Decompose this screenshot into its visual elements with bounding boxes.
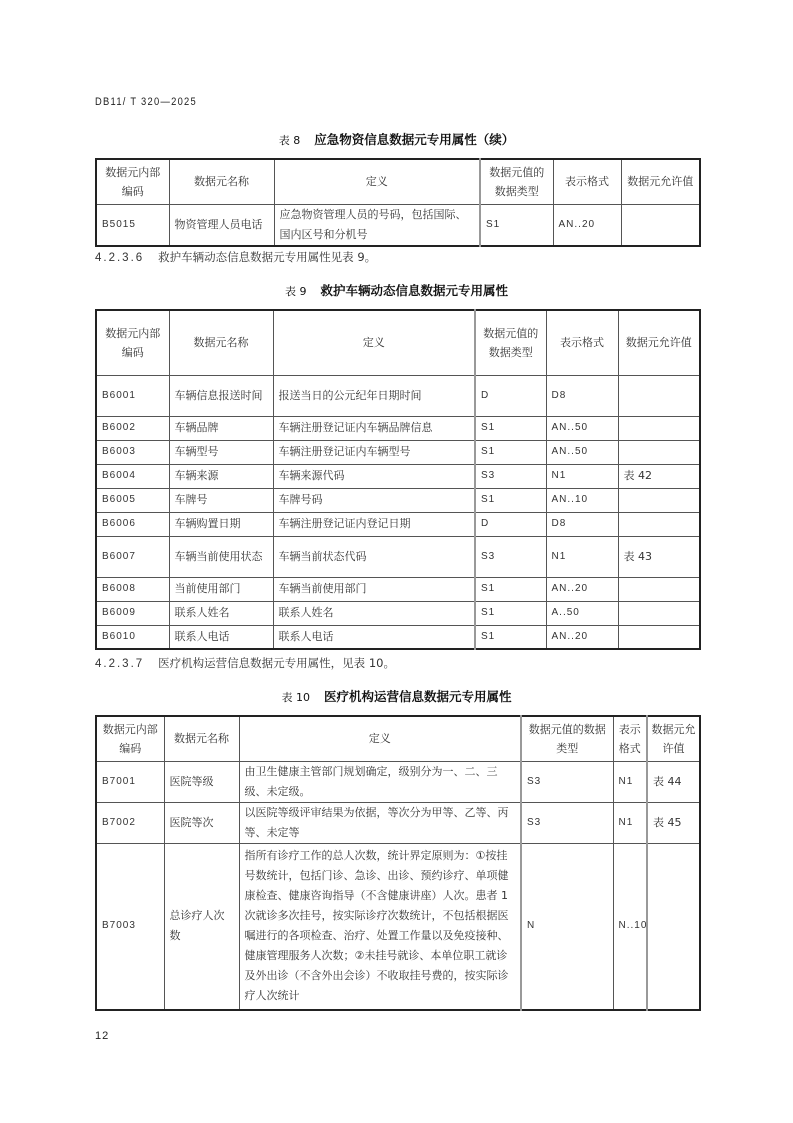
cell-format: D8	[546, 375, 618, 416]
cell-allowed	[618, 488, 700, 512]
cell-type: S1	[480, 204, 553, 246]
cell-name: 车辆信息报送时间	[169, 375, 273, 416]
cell-format: N..10	[613, 843, 647, 1010]
standard-code: DB11/ T 320—2025	[95, 96, 198, 108]
cell-name: 联系人电话	[169, 625, 273, 649]
table-row	[96, 577, 700, 601]
table-row	[96, 440, 700, 464]
table-row	[96, 464, 700, 488]
col-header-definition: 定义	[273, 310, 475, 375]
cell-type: S3	[521, 802, 613, 843]
cell-code: B6002	[96, 416, 169, 440]
table-row	[96, 512, 700, 536]
table8-caption	[0, 130, 793, 148]
col-header-name: 数据元名称	[164, 716, 239, 761]
cell-code: B7001	[96, 761, 164, 802]
cell-allowed	[618, 601, 700, 625]
cell-format: AN..50	[546, 440, 618, 464]
cell-format: AN..20	[546, 625, 618, 649]
cell-code: B6007	[96, 536, 169, 577]
table8-number: 表 8	[278, 134, 301, 147]
table-row	[96, 625, 700, 649]
table8-title: 应急物资信息数据元专用属性（续）	[314, 132, 515, 147]
cell-type: N	[521, 843, 613, 1010]
cell-format: AN..20	[553, 204, 621, 246]
cell-format: AN..50	[546, 416, 618, 440]
cell-code: B6008	[96, 577, 169, 601]
cell-code: B7003	[96, 843, 164, 1010]
cell-format: N1	[546, 536, 618, 577]
table-row	[96, 536, 700, 577]
col-header-allowed: 数据元允许值	[618, 310, 700, 375]
col-header-code: 数据元内部编码	[96, 310, 169, 375]
table-row	[96, 601, 700, 625]
cell-definition: 应急物资管理人员的号码，包括国际、国内区号和分机号	[274, 204, 480, 246]
clause-text: 救护车辆动态信息数据元专用属性见表 9。	[158, 250, 377, 264]
cell-definition: 以医院等级评审结果为依据，等次分为甲等、乙等、丙等、未定等	[239, 802, 521, 843]
cell-type: D	[475, 375, 546, 416]
table-row	[96, 204, 700, 246]
cell-allowed	[618, 577, 700, 601]
col-header-definition: 定义	[239, 716, 521, 761]
table9-title: 救护车辆动态信息数据元专用属性	[320, 283, 508, 298]
cell-allowed	[621, 204, 700, 246]
cell-definition: 报送当日的公元纪年日期时间	[273, 375, 475, 416]
col-header-type: 数据元值的数据类型	[480, 159, 553, 204]
cell-type: S3	[475, 536, 546, 577]
cell-name: 物资管理人员电话	[169, 204, 274, 246]
cell-format: N1	[546, 464, 618, 488]
col-header-definition: 定义	[274, 159, 480, 204]
clause-text: 医疗机构运营信息数据元专用属性，见表 10。	[158, 656, 395, 670]
cell-allowed	[618, 375, 700, 416]
cell-type: S3	[521, 761, 613, 802]
cell-name: 车辆购置日期	[169, 512, 273, 536]
cell-format: D8	[546, 512, 618, 536]
col-header-format: 表示格式	[613, 716, 647, 761]
col-header-name: 数据元名称	[169, 159, 274, 204]
cell-name: 车牌号	[169, 488, 273, 512]
cell-name: 当前使用部门	[169, 577, 273, 601]
table-row	[96, 802, 700, 843]
cell-definition: 联系人姓名	[273, 601, 475, 625]
cell-format: AN..10	[546, 488, 618, 512]
cell-code: B6001	[96, 375, 169, 416]
cell-allowed: 表 43	[618, 536, 700, 577]
col-header-name: 数据元名称	[169, 310, 273, 375]
cell-definition: 车辆当前使用部门	[273, 577, 475, 601]
cell-type: S3	[475, 464, 546, 488]
cell-name: 总诊疗人次数	[164, 843, 239, 1010]
clause-4-2-3-6	[95, 249, 376, 265]
table-row	[96, 416, 700, 440]
cell-allowed	[618, 440, 700, 464]
cell-definition: 车牌号码	[273, 488, 475, 512]
cell-code: B6005	[96, 488, 169, 512]
table-row	[96, 488, 700, 512]
page-number: 12	[95, 1030, 110, 1042]
clause-4-2-3-7	[95, 655, 395, 671]
cell-code: B6004	[96, 464, 169, 488]
cell-definition: 车辆注册登记证内车辆型号	[273, 440, 475, 464]
cell-type: S1	[475, 440, 546, 464]
cell-allowed	[618, 416, 700, 440]
table8-header-row	[96, 159, 700, 204]
cell-type: S1	[475, 488, 546, 512]
table-row	[96, 843, 700, 1010]
cell-code: B7002	[96, 802, 164, 843]
col-header-code: 数据元内部编码	[96, 159, 169, 204]
cell-code: B6010	[96, 625, 169, 649]
clause-number: 4.2.3.7	[95, 658, 145, 670]
cell-name: 车辆型号	[169, 440, 273, 464]
cell-definition: 联系人电话	[273, 625, 475, 649]
cell-code: B6009	[96, 601, 169, 625]
cell-name: 车辆品牌	[169, 416, 273, 440]
table9-caption	[0, 281, 793, 299]
table9	[95, 309, 701, 650]
col-header-code: 数据元内部编码	[96, 716, 164, 761]
table9-number: 表 9	[284, 285, 307, 298]
table10-number: 表 10	[281, 691, 310, 704]
cell-type: S1	[475, 416, 546, 440]
cell-allowed: 表 45	[647, 802, 700, 843]
cell-code: B6006	[96, 512, 169, 536]
cell-code: B6003	[96, 440, 169, 464]
table-row	[96, 375, 700, 416]
cell-type: S1	[475, 577, 546, 601]
cell-type: S1	[475, 625, 546, 649]
cell-definition: 车辆注册登记证内登记日期	[273, 512, 475, 536]
col-header-format: 表示格式	[546, 310, 618, 375]
cell-definition: 车辆当前状态代码	[273, 536, 475, 577]
cell-type: D	[475, 512, 546, 536]
cell-definition: 由卫生健康主管部门规划确定，级别分为一、二、三级、未定级。	[239, 761, 521, 802]
cell-name: 车辆当前使用状态	[169, 536, 273, 577]
cell-name: 联系人姓名	[169, 601, 273, 625]
cell-name: 医院等级	[164, 761, 239, 802]
col-header-type: 数据元值的数据类型	[521, 716, 613, 761]
clause-number: 4.2.3.6	[95, 252, 145, 264]
cell-definition: 车辆注册登记证内车辆品牌信息	[273, 416, 475, 440]
cell-format: A..50	[546, 601, 618, 625]
cell-format: N1	[613, 802, 647, 843]
table10-caption	[0, 687, 793, 705]
table10-header-row	[96, 716, 700, 761]
table-row	[96, 761, 700, 802]
cell-allowed: 表 44	[647, 761, 700, 802]
cell-name: 车辆来源	[169, 464, 273, 488]
col-header-allowed: 数据元允许值	[647, 716, 700, 761]
table9-header-row	[96, 310, 700, 375]
cell-allowed	[618, 625, 700, 649]
cell-allowed	[618, 512, 700, 536]
cell-definition: 车辆来源代码	[273, 464, 475, 488]
table10-title: 医疗机构运营信息数据元专用属性	[323, 689, 512, 704]
cell-allowed	[647, 843, 700, 1010]
table8	[95, 158, 701, 247]
table10	[95, 715, 701, 1011]
cell-type: S1	[475, 601, 546, 625]
cell-code: B5015	[96, 204, 169, 246]
cell-allowed: 表 42	[618, 464, 700, 488]
cell-format: AN..20	[546, 577, 618, 601]
cell-format: N1	[613, 761, 647, 802]
col-header-type: 数据元值的数据类型	[475, 310, 546, 375]
cell-name: 医院等次	[164, 802, 239, 843]
cell-definition: 指所有诊疗工作的总人次数，统计界定原则为：①按挂号数统计，包括门诊、急诊、出诊、预约诊疗、单项健康检查、健康咨询指导（不含健康讲座）人次。患者 1 次就诊多次挂号，按实际诊疗次数统计，不包括根据医嘱进行的各项检查、治疗、处置工作量以及免疫接种、健康管理服务人次数；②未挂号就诊、本单位职工就诊及外出诊（不含外出会诊）不收取挂号费的，按实际诊疗人次统计	[239, 843, 521, 1010]
col-header-format: 表示格式	[553, 159, 621, 204]
col-header-allowed: 数据元允许值	[621, 159, 700, 204]
